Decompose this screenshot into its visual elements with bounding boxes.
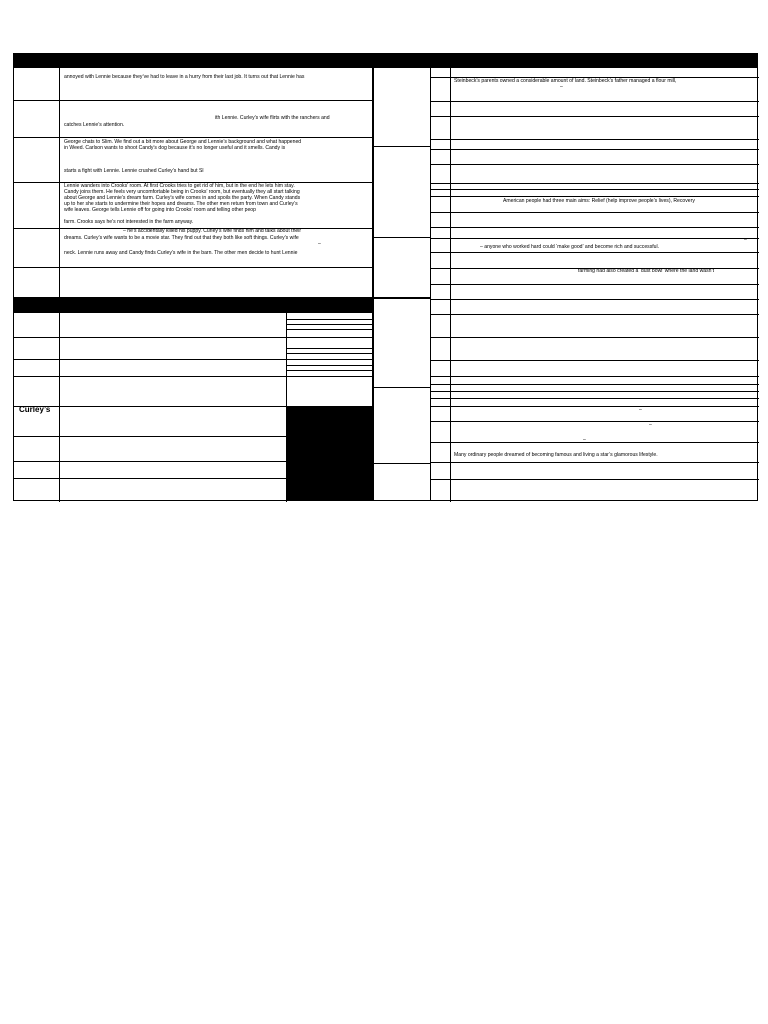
plot-row-4-line-5: wife leaves. George tells Lennie off for going into Crooks’ room and telling other peop [64,207,256,213]
context-table [430,67,758,501]
middle-column-box-1 [373,67,431,298]
plot-row-4-line-3: about George and Lennie’s dream farm. Curley’s wife comes in and spoils the party. When Candy stands [64,195,301,201]
plot-row-3-line-1: George chats to Slim. We find out a bit more about George and Lennie’s background and what happened [64,139,302,145]
context-hollywood-text: Many ordinary people dreamed of becoming famous and living a star’s glamorous lifestyle. [454,452,658,458]
plot-row-1-text: annoyed with Lennie because they’ve had to leave in a hurry from their last job. It turns out that Lennie has [64,74,305,80]
plot-row-4-line-1: Lennie wanders into Crooks’ room. At first Crooks tries to get rid of him, but in the end he lets him stay. [64,183,295,189]
context-dash-a: – [639,407,642,413]
plot-row-2-line-2: catches Lennie’s attention. [64,122,125,128]
plot-row-2-line-1: ith Lennie. Curley’s wife flirts with the ranchers and [215,115,330,121]
plot-row-3-line-2: in Weed. Carlson wants to shoot Candy’s dog because it’s no longer useful and it smells. Candy is [64,145,286,151]
context-american-dream-text: – anyone who worked hard could ‘make good’ and become rich and successful. [480,244,660,250]
character-curley-label: Curley’s [19,405,51,414]
context-steinbeck-dash: – [560,84,563,90]
plot-row-4-line-6: farm. Crooks says he’s not interested in the farm anyway. [64,219,194,225]
context-dash-b: – [649,422,652,428]
middle-column-box-2 [373,298,431,501]
context-new-deal-text: American people had three main aims: Relief (help improve people’s lives), Recovery [503,198,695,204]
header-bar [13,53,758,67]
plot-row-3-line-3: starts a fight with Lennie. Lennie crushed Curley’s hand but Sl [64,168,204,174]
context-dash-c: – [583,437,586,443]
context-dust-bowl-text: farming had also created a ‘dust bowl’ where the land wasn’t [578,268,715,274]
plot-row-5-line-2: dreams. Curley’s wife wants to be a movie star. They find out that they both like soft things. Curley’s wife [64,235,299,241]
plot-row-4-line-4: up to her she starts to undermine their hopes and dreams. The other men return from town and Curley’s [64,201,298,207]
section-header-bar [13,298,373,312]
plot-row-5-line-3: neck. Lennie runs away and Candy finds Curley’s wife in the barn. The other men decide to hunt Lennie [64,250,298,256]
context-dream-dash: – [744,237,747,243]
context-steinbeck-text: Steinbeck’s parents owned a considerable amount of land. Steinbeck’s father managed a flour mill, [454,78,677,84]
plot-row-4-line-2: Candy joins them. He feels very uncomfortable being in Crooks’ room, but eventually they all start talking [64,189,300,195]
plot-row-5-dash: – [318,241,321,247]
characters-black-block [286,406,373,501]
plot-row-5-line-1: – he’s accidentally killed his puppy. Curley’s wife finds him and talks about their [123,228,302,234]
